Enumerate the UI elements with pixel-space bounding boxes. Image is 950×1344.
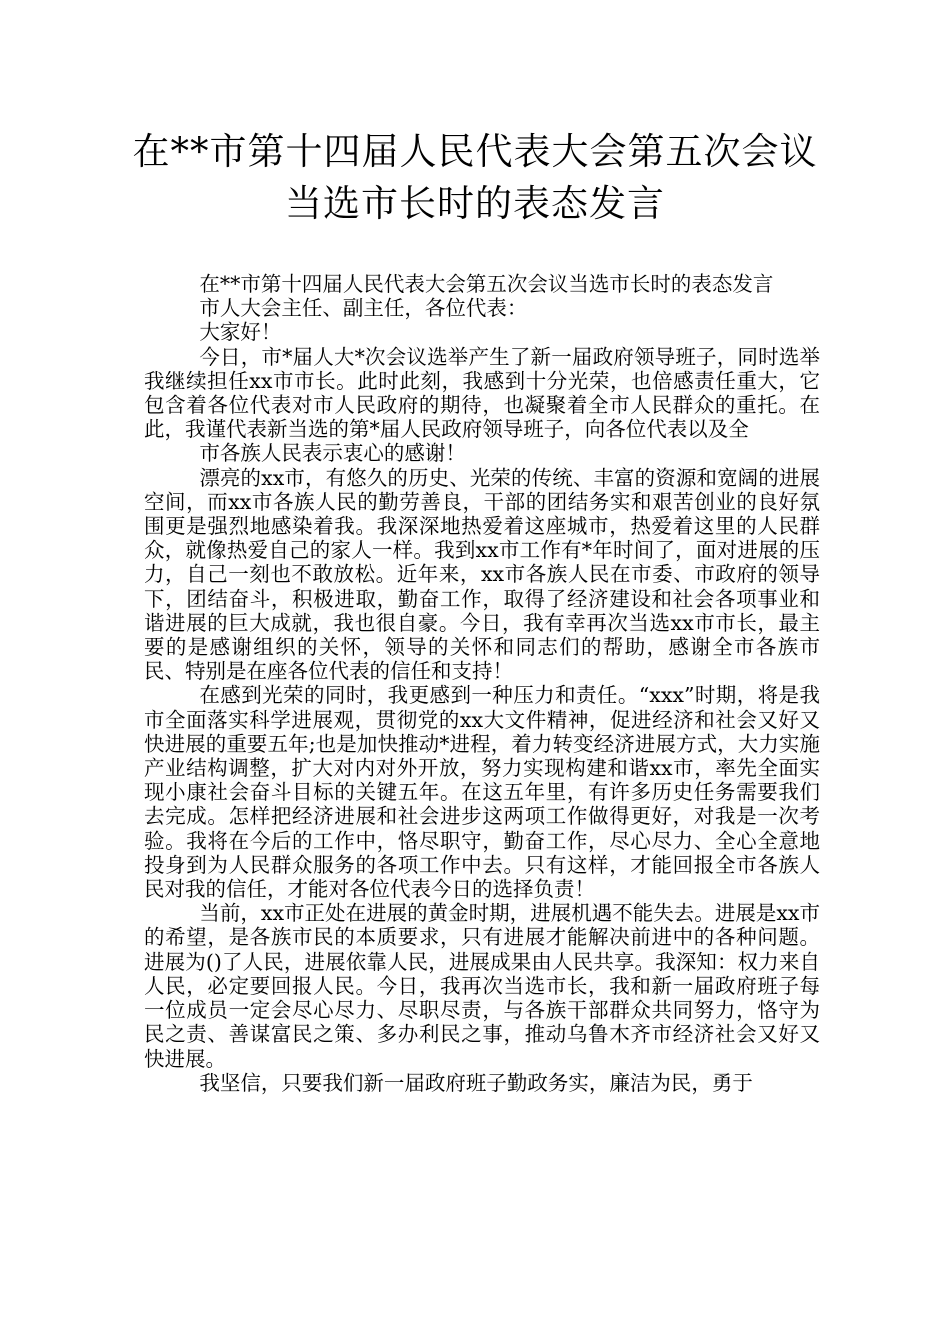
- paragraph-conviction: 我坚信，只要我们新一届政府班子勤政务实，廉洁为民，勇于: [199, 1070, 753, 1095]
- paragraph-salutation: 市人大会主任、副主任，各位代表：: [199, 296, 528, 321]
- paragraph-city: 漂亮的xx市，有悠久的历史、光荣的传统、丰富的资源和宽阔的进展空间，而xx市各族人民的勤劳善良，干部的团结务实和艰苦创业的良好氛围更是强烈地感染着我。我深深地热爱着这座城市，热爱着这里的人民群众，就像热爱自己的家人一样。我到xx市工作有*年时间了，面对进展的压力，自己一刻也不敢放松。近年来，xx市各族人民在市委、市政府的领导下，团结奋斗，积极进取，勤奋工作，取得了经济建设和社会各项事业和谐进展的巨大成就，我也很自豪。今日，我有幸再次当选xx市市长，最主要的是感谢组织的关怀，领导的关怀和同志们的帮助，感谢全市各族市民、特别是在座各位代表的信任和支持！: [144, 465, 820, 684]
- document-title-line-1: 在**市第十四届人民代表大会第五次会议: [132, 130, 818, 173]
- document-body: [144, 272, 820, 1095]
- paragraph-development: 当前，xx市正处在进展的黄金时期，进展机遇不能失去。进展是xx市的希望，是各族市民的本质要求，只有进展才能解决前进中的各种问题。进展为()了人民，进展依靠人民，进展成果由人民共享。我深知：权力来自人民，必定要回报人民。今日，我再次当选市长，我和新一届政府班子每一位成员一定会尽心尽力、尽职尽责，与各族干部群众共同努力，恪守为民之责、善谋富民之策、多办利民之事，推动乌鲁木齐市经济社会又好又快进展。: [144, 901, 820, 1071]
- paragraph-responsibility: 在感到光荣的同时，我更感到一种压力和责任。“xxx”时期，将是我市全面落实科学进展观，贯彻党的xx大文件精神，促进经济和社会又好又快进展的重要五年;也是加快推动*进程，着力转变经济进展方式，大力实施产业结构调整，扩大对内对外开放，努力实现构建和谐xx市，率先全面实现小康社会奋斗目标的关键五年。在这五年里，有许多历史任务需要我们去完成。怎样把经济进展和社会进步这两项工作做得更好，对我是一次考验。我将在今后的工作中，恪尽职守，勤奋工作，尽心尽力、全心全意地投身到为人民群众服务的各项工作中去。只有这样，才能回报全市各族人民对我的信任，才能对各位代表今日的选择负责！: [144, 683, 820, 902]
- paragraph-thanks: 市各族人民表示衷心的感谢！: [199, 441, 466, 466]
- paragraph-greeting: 大家好！: [199, 320, 282, 345]
- paragraph-election: 今日，市*届人大*次会议选举产生了新一届政府领导班子，同时选举我继续担任xx市市长。此时此刻，我感到十分光荣，也倍感责任重大，它包含着各位代表对市人民政府的期待，也凝聚着全市人民群众的重托。在此，我谨代表新当选的第*届人民政府领导班子，向各位代表以及全: [144, 344, 820, 442]
- document-title-line-2: 当选市长时的表态发言: [285, 182, 665, 225]
- paragraph-repeated-title: 在**市第十四届人民代表大会第五次会议当选市长时的表态发言: [199, 272, 774, 296]
